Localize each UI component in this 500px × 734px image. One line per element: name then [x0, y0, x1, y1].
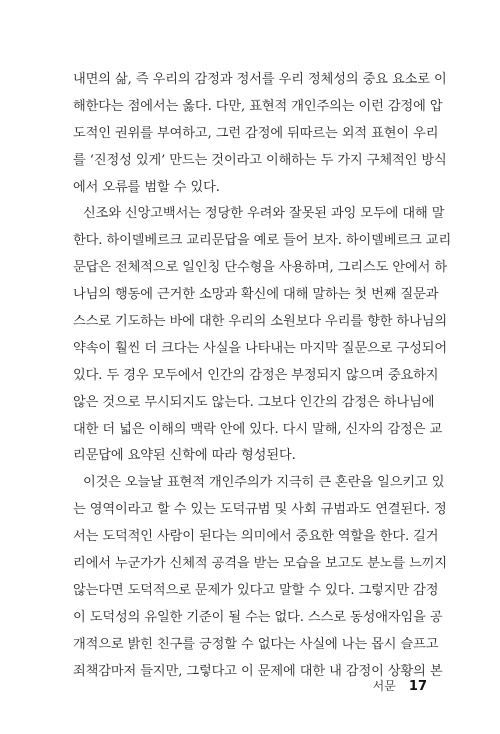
text-line: 를 ‘진정성 있게’ 만드는 것이라고 이해하는 두 가지 구체적인 방식: [73, 152, 447, 168]
page-footer: [373, 675, 427, 695]
paragraph-start-line: 이것은 오늘날 표현적 개인주의가 지극히 큰 혼란을 일으키고 있: [83, 475, 445, 491]
text-line: 한다. 하이델베르크 교리문답을 예로 들어 보자. 하이델베르크 교리: [73, 233, 452, 249]
text-line: 않는다면 도덕적으로 문제가 있다고 말할 수 있다. 그렇지만 감정: [73, 582, 439, 598]
text-line: 않은 것으로 무시되지도 않는다. 그보다 인간의 감정은 하나님에: [73, 394, 435, 410]
text-line: 이 도덕성의 유일한 기준이 될 수는 없다. 스스로 동성애자임을 공: [73, 609, 443, 625]
text-line: 해한다는 점에서는 옳다. 다만, 표현적 개인주의는 이런 감정에 압: [73, 98, 443, 114]
text-line: 죄책감마저 들지만, 그렇다고 이 문제에 대한 내 감정이 상황의 본: [73, 663, 443, 679]
text-line: 있다. 두 경우 모두에서 인간의 감정은 부정되지 않으며 중요하지: [73, 367, 439, 383]
paragraph-start-line: 신조와 신앙고백서는 정당한 우려와 잘못된 과잉 모두에 대해 말: [83, 206, 445, 222]
text-line: 나님의 행동에 근거한 소망과 확신에 대해 말하는 첫 번째 질문과: [73, 287, 439, 303]
text-line: 는 영역이라고 할 수 있는 도덕규범 및 사회 규범과도 연결된다. 정: [73, 502, 447, 518]
body-text: [73, 67, 452, 685]
page-number: 17: [408, 679, 427, 694]
text-line: 약속이 훨씬 더 크다는 사실을 나타내는 마지막 질문으로 구성되어: [73, 340, 447, 356]
text-line: 개적으로 밝힌 친구를 긍정할 수 없다는 사실에 나는 몹시 슬프고: [73, 636, 439, 652]
text-line: 대한 더 넓은 이해의 맥락 안에 있다. 다시 말해, 신자의 감정은 교: [73, 421, 443, 437]
text-line: 리문답에 요약된 신학에 따라 형성된다.: [73, 448, 296, 464]
text-line: 리에서 누군가가 신체적 공격을 받는 모습을 보고도 분노를 느끼지: [73, 556, 447, 572]
text-line: 도적인 권위를 부여하고, 그런 감정에 뒤따르는 외적 표현이 우리: [73, 125, 439, 141]
text-line: 문답은 전체적으로 일인칭 단수형을 사용하며, 그리스도 안에서 하: [73, 260, 447, 276]
section-label: 서문: [372, 679, 396, 693]
text-line: 스스로 기도하는 바에 대한 우리의 소원보다 우리를 향한 하나님의: [73, 314, 447, 330]
text-line: 에서 오류를 범할 수 있다.: [73, 179, 220, 195]
text-line: 내면의 삶, 즉 우리의 감정과 정서를 우리 정체성의 중요 요소로 이: [73, 72, 447, 87]
text-line: 서는 도덕적인 사람이 된다는 의미에서 중요한 역할을 한다. 길거: [73, 529, 439, 545]
